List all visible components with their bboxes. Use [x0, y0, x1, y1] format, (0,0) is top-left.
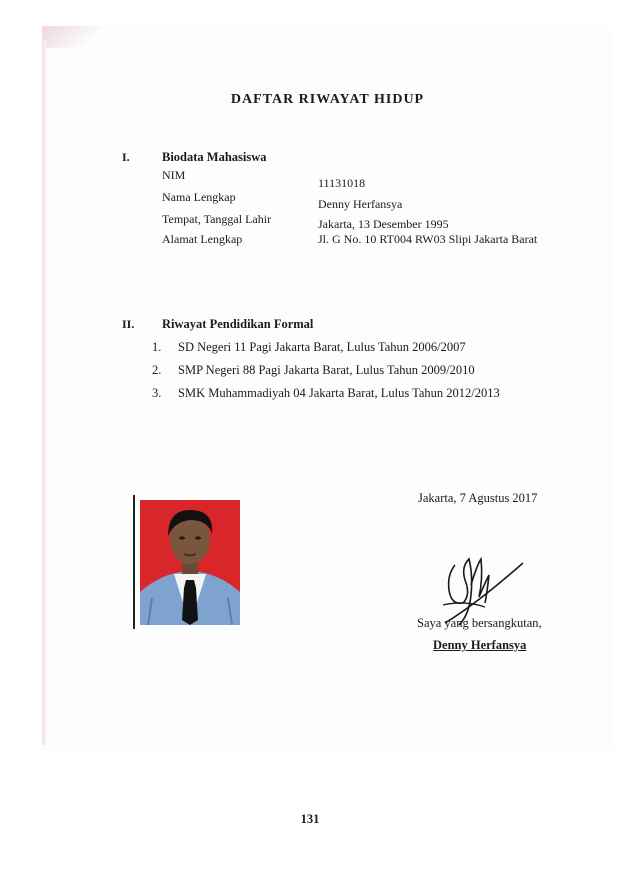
- field-value-alamat: Jl. G No. 10 RT004 RW03 Slipi Jakarta Barat: [318, 232, 538, 246]
- scan-edge-tint: [42, 40, 46, 745]
- section-2-heading: Riwayat Pendidikan Formal: [162, 317, 314, 331]
- education-item-text: SD Negeri 11 Pagi Jakarta Barat, Lulus Tahun 2006/2007: [178, 340, 466, 354]
- profile-photo-image: [140, 500, 240, 625]
- field-value-nama: Denny Herfansya: [318, 197, 403, 211]
- education-item-number: 2.: [152, 363, 162, 377]
- education-item: [152, 336, 500, 359]
- education-item-number: 1.: [152, 340, 162, 354]
- education-item-text: SMP Negeri 88 Pagi Jakarta Barat, Lulus Tahun 2009/2010: [178, 363, 475, 377]
- field-label-nama: Nama Lengkap: [162, 190, 236, 204]
- field-value-nim: 11131018: [318, 176, 366, 190]
- photo-border-line: [133, 495, 135, 629]
- field-label-ttl: Tempat, Tanggal Lahir: [162, 212, 272, 226]
- field-label-nim: NIM: [162, 168, 186, 182]
- education-item-text: SMK Muhammadiyah 04 Jakarta Barat, Lulus Tahun 2012/2013: [178, 386, 500, 400]
- education-item: [152, 382, 500, 405]
- education-list: [152, 336, 500, 405]
- field-value-ttl: Jakarta, 13 Desember 1995: [318, 217, 449, 231]
- field-label-alamat: Alamat Lengkap: [162, 232, 243, 246]
- section-2-number: II.: [122, 317, 135, 331]
- section-1-heading: Biodata Mahasiswa: [162, 150, 267, 164]
- page-title: DAFTAR RIWAYAT HIDUP: [230, 92, 425, 107]
- profile-photo: [140, 500, 240, 625]
- education-item: [152, 359, 500, 382]
- scan-corner-tint: [42, 26, 102, 48]
- education-item-number: 3.: [152, 386, 162, 400]
- section-1-number: I.: [122, 150, 130, 164]
- place-date: Jakarta, 7 Agustus 2017: [418, 491, 538, 505]
- closing-text: Saya yang bersangkutan,: [417, 616, 542, 630]
- signer-name: Denny Herfansya: [433, 638, 527, 652]
- page-number: 131: [300, 812, 320, 826]
